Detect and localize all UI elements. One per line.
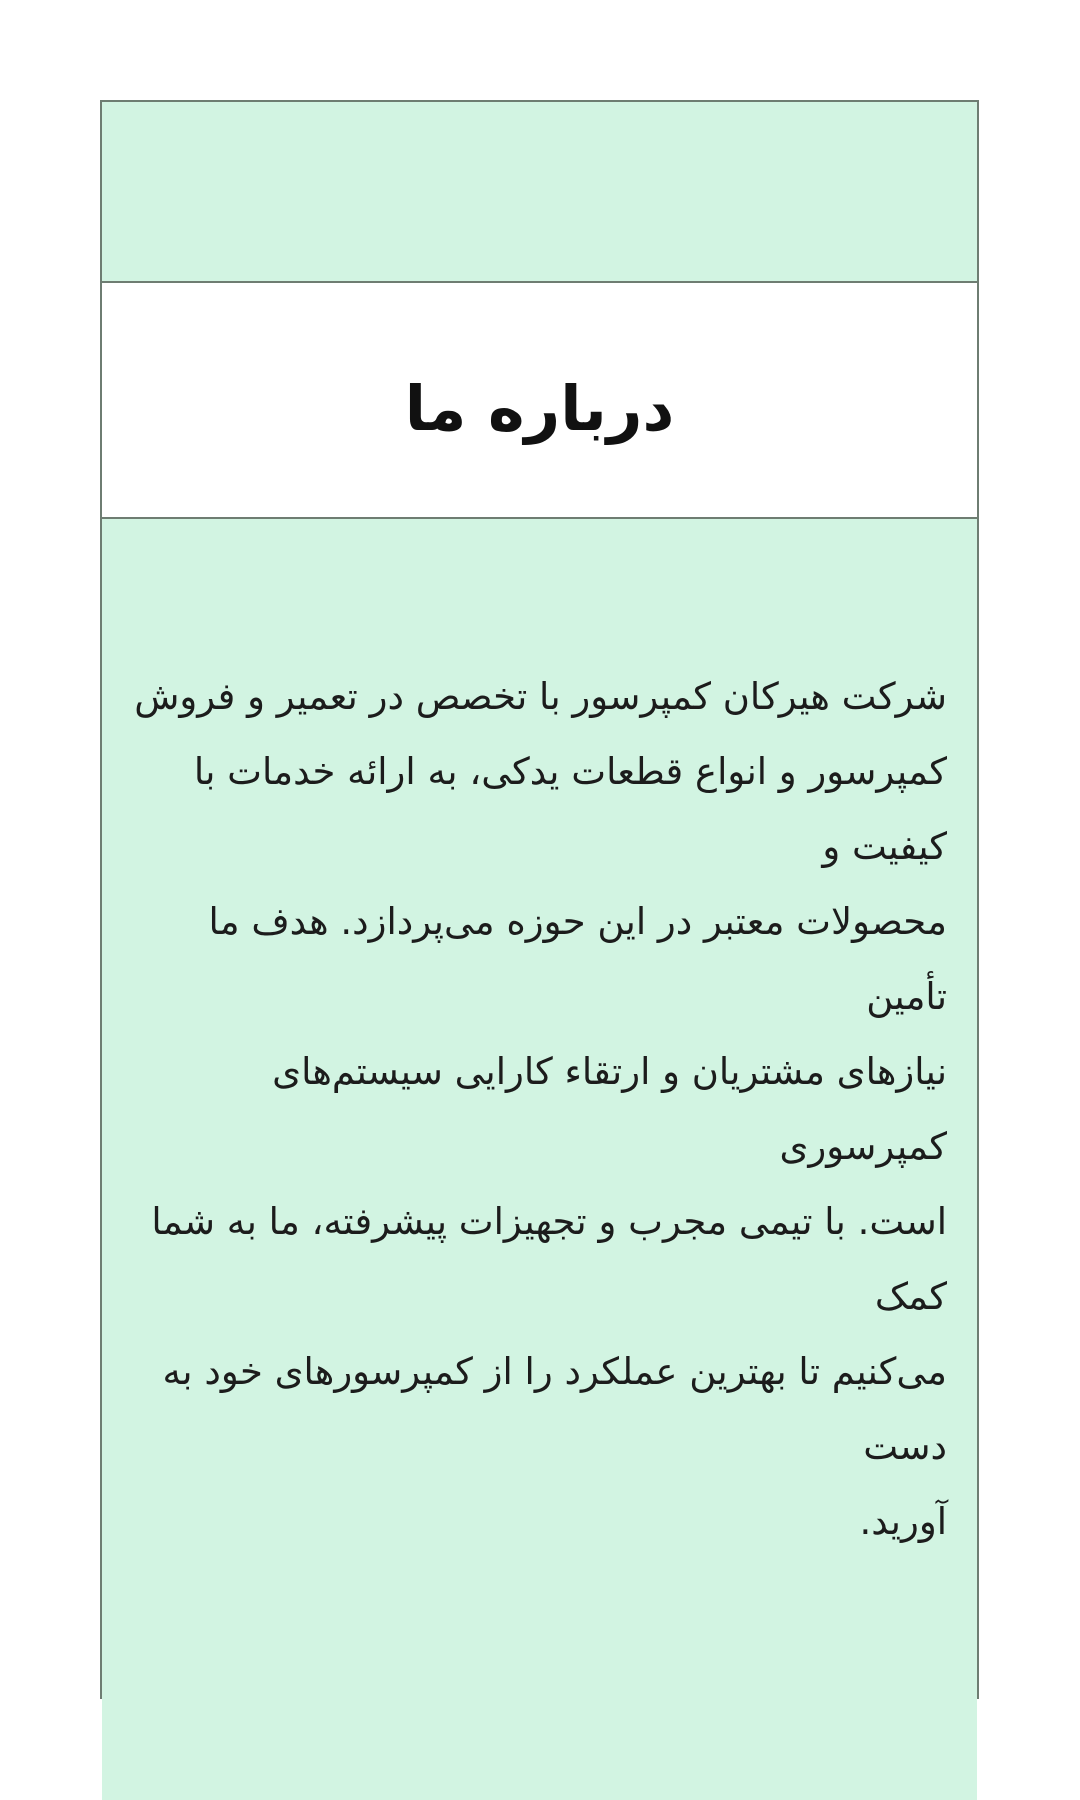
about-line: محصولات معتبر در این حوزه می‌پردازد. هدف ما تأمین <box>208 900 947 1018</box>
about-line: می‌کنیم تا بهترین عملکرد را از کمپرسورهای خود به دست <box>162 1350 947 1468</box>
about-paragraph <box>102 659 977 1559</box>
about-line: آورید. <box>859 1500 947 1543</box>
about-line: نیازهای مشتریان و ارتقاء کارایی سیستم‌های کمپرسوری <box>272 1050 947 1168</box>
about-line: شرکت هیرکان کمپرسور با تخصص در تعمیر و فروش <box>134 675 947 718</box>
about-section <box>102 659 977 1800</box>
about-line: است. با تیمی مجرب و تجهیزات پیشرفته، ما به شما کمک <box>151 1200 947 1318</box>
about-line: کمپرسور و انواع قطعات یدکی، به ارائه خدمات با کیفیت و <box>193 750 947 868</box>
section-header <box>102 281 977 519</box>
about-card <box>100 100 979 1699</box>
page-title: درباره ما <box>404 371 675 445</box>
top-banner <box>102 102 977 281</box>
